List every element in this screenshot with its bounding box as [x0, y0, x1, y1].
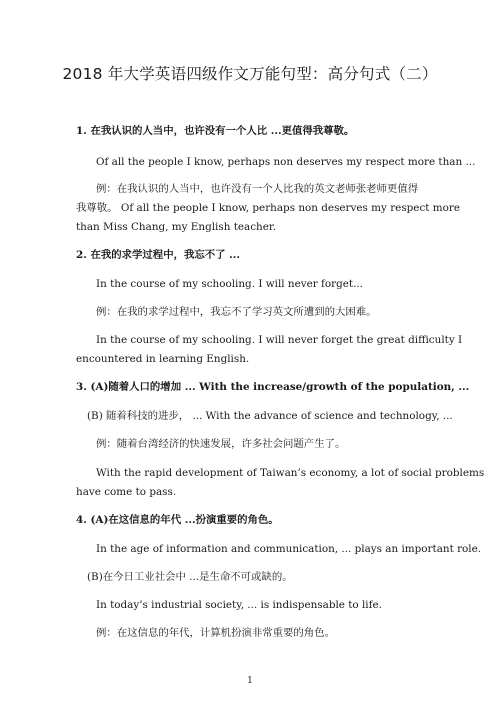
heading-2: 2. 在我的求学过程中，我忘不了 ...	[76, 249, 241, 261]
heading-4: 4. (A)在这信息的年代 ...扮演重要的角色。	[76, 514, 279, 526]
text-line: In the age of information and communication, ... plays an important role.	[96, 543, 482, 555]
text-line: (B) 随着科技的进步， ... With the advance of science and technology, ...	[87, 410, 453, 422]
text-line: have come to pass.	[76, 486, 177, 498]
text-line: In today’s industrial society, ... is indispensable to life.	[96, 599, 382, 611]
text-line: 例：在我的求学过程中，我忘不了学习英文所遭到的大困难。	[96, 306, 377, 318]
text-line: 我尊敬。 Of all the people I know, perhaps non deserves my respect more	[76, 202, 460, 214]
text-line: encountered in learning English.	[76, 353, 250, 365]
text-line: 例：随着台湾经济的快速发展，许多社会问题产生了。	[96, 438, 346, 450]
text-line: (B)在今日工业社会中 ...是生命不可或缺的。	[87, 571, 293, 583]
text-line: than Miss Chang, my English teacher.	[76, 221, 277, 233]
text-line: In the course of my schooling. I will never forget...	[96, 278, 363, 290]
text-line: In the course of my schooling. I will never forget the great difficulty I	[96, 334, 463, 346]
heading-1: 1. 在我认识的人当中，也许没有一个人比 ...更值得我尊敬。	[76, 125, 355, 137]
text-line: Of all the people I know, perhaps non deserves my respect more than ...	[96, 156, 476, 168]
heading-3: 3. (A)随着人口的增加 ... With the increase/growth of the population, ...	[76, 381, 470, 393]
page-number: 1	[247, 676, 253, 686]
text-line: 例：在我认识的人当中，也许没有一个人比我的英文老师张老师更值得	[96, 183, 419, 195]
text-line: With the rapid development of Taiwan’s economy, a lot of social problems	[96, 467, 485, 479]
text-line: 例：在这信息的年代，计算机扮演非常重要的角色。	[96, 627, 335, 639]
document-title: 2018 年大学英语四级作文万能句型：高分句式（二）	[62, 65, 438, 83]
